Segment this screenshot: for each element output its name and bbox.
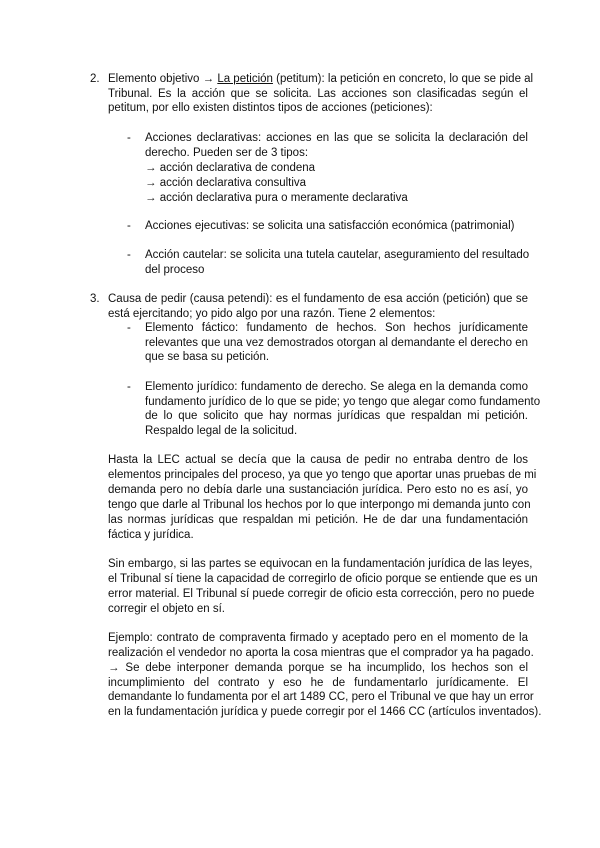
paragraph-line: en la fundamentación jurídica y puede corregir por el 1466 CC (artículos inventados). [108,706,542,718]
bullet-line: derecho. Pueden ser de 3 tipos: [145,147,309,159]
paragraph-line: → Se debe interponer demanda porque se ha incumplido, los hechos son el [108,662,528,674]
bullet-line: → acción declarativa consultiva [145,177,307,189]
paragraph-line: Hasta la LEC actual se decía que la causa de pedir no entraba dentro de los [108,454,528,466]
paragraph-line: realización el vendedor no aporta la cosa mientras que el comprador ya ha pagado. [108,647,534,659]
bullet-line: de lo que solicito que hay normas jurídicas que respaldan mi petición. [145,410,528,422]
paragraph-line: incumplimiento del contrato y eso he de fundamentarlo jurídicamente. El [108,677,528,689]
bullet-line: Acciones ejecutivas: se solicita una satisfacción económica (patrimonial) [145,220,515,232]
bullet-line: Respaldo legal de la solicitud. [145,425,298,437]
paragraph-line: las normas jurídicas que respaldan mi petición. He de dar una fundamentación [108,514,528,526]
bullet-line: relevantes que una vez demostrados otorgan al demandante el derecho en [145,337,528,349]
paragraph-line: demandante lo fundamenta por el art 1489 CC, pero el Tribunal ve que hay un error [108,691,534,703]
item2-line-2: Tribunal. Es la acción que se solicita. Las acciones son clasificadas según el [108,88,528,100]
bullet-dash: - [127,322,131,334]
bullet-line: fundamento jurídico de lo que se pide; yo tengo que alegar como fundamento [145,396,541,408]
paragraph-line: demanda pero no debía darle una sustanciación jurídica. Pero esto no es así, yo [108,484,528,496]
bullet-line: Acciones declarativas: acciones en las que se solicita la declaración del [145,132,528,144]
bullet-line: Elemento fáctico: fundamento de hechos. Son hechos jurídicamente [145,322,528,334]
item2-line-1: Elemento objetivo → La petición (petitum): la petición en concreto, lo que se pide al [108,73,534,85]
item3-line-1: Causa de pedir (causa petendi): es el fundamento de esa acción (petición) que se [108,293,528,305]
bullet-line: del proceso [145,264,205,276]
bullet-dash: - [127,249,131,261]
bullet-line: → acción declarativa pura o meramente declarativa [145,192,408,204]
list-number-3: 3. [90,293,100,305]
bullet-dash: - [127,132,131,144]
bullet-dash: - [127,220,131,232]
paragraph-line: el Tribunal sí tiene la capacidad de corregirlo de oficio porque se entiende que es un [108,573,538,585]
paragraph-line: tengo que darle al Tribunal los hechos por lo que interpongo mi demanda junto con [108,499,531,511]
paragraph-line: corregir el objeto en sí. [108,603,225,615]
bullet-line: → acción declarativa de condena [145,162,316,174]
paragraph-line: Ejemplo: contrato de compraventa firmado y aceptado pero en el momento de la [108,632,528,644]
bullet-line: Elemento jurídico: fundamento de derecho. Se alega en la demanda como [145,381,528,393]
bullet-dash: - [127,381,131,393]
item3-line-2: está ejercitando; yo pido algo por una razón. Tiene 2 elementos: [108,308,436,320]
bullet-line: que se basa su petición. [145,351,270,363]
bullet-line: Acción cautelar: se solicita una tutela cautelar, aseguramiento del resultado [145,249,530,261]
item2-line-3: petitum, por ello existen distintos tipos de acciones (peticiones): [108,102,433,114]
paragraph-line: Sin embargo, si las partes se equivocan en la fundamentación jurídica de las leyes, [108,558,533,570]
underlined-term: La petición [217,73,273,85]
list-number-2: 2. [90,73,100,85]
paragraph-line: elementos principales del proceso, ya que yo tengo que aportar unas pruebas de mi [108,469,537,481]
paragraph-line: error material. El Tribunal sí puede corregir de oficio esta corrección, pero no puede [108,588,535,600]
paragraph-line: fáctica y jurídica. [108,529,194,541]
